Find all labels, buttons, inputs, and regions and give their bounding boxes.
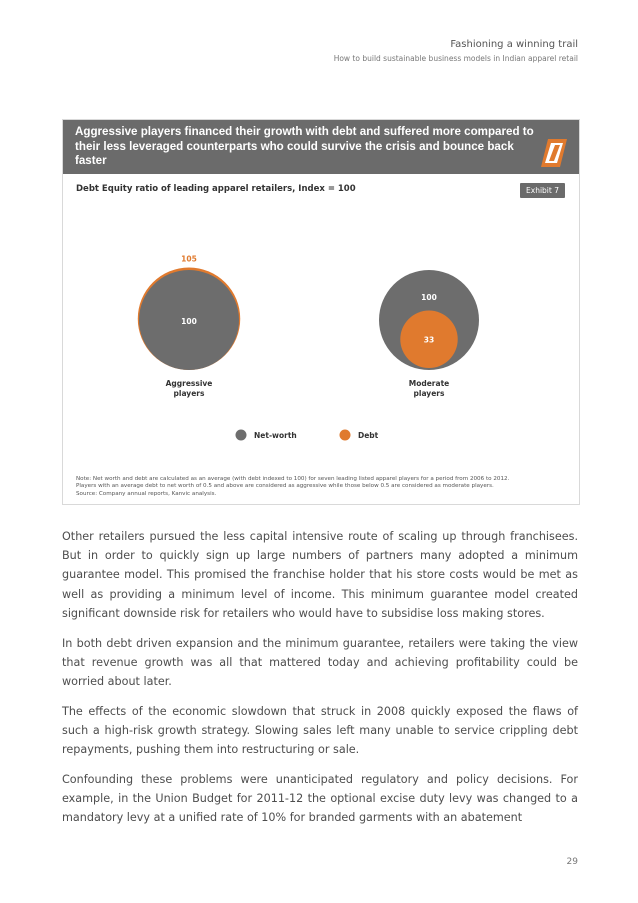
category-label: Aggressive players [165, 379, 213, 398]
header-subtitle: How to build sustainable business models in Indian apparel retail [333, 54, 578, 63]
exhibit-banner [63, 120, 579, 174]
source-line: Source: Company annual reports, Kanvic analysis. [76, 490, 217, 497]
bubble-chart [63, 210, 579, 450]
page-number: 29 [566, 857, 578, 867]
header-title: Fashioning a winning trail [450, 39, 578, 50]
legend-marker [236, 430, 247, 441]
note-line: Players with an average debt to net worth of 0.5 and above are considered as aggressive while those below 0.5 are considered as moderate players. [76, 483, 494, 490]
exhibit-note [76, 476, 576, 498]
legend-marker [340, 430, 351, 441]
net-worth-data-label: 100 [421, 293, 437, 302]
exhibit-number-badge: Exhibit 7 [520, 183, 565, 198]
paragraph: The effects of the economic slowdown that struck in 2008 quickly exposed the flaws of such a high-risk growth strategy. Slowing sales left many unable to service crippling debt repayments, pushing them into restructuring or sale. [62, 704, 578, 757]
body-text [62, 527, 578, 838]
paragraph: In both debt driven expansion and the minimum guarantee, retailers were taking the view that revenue growth was all that mattered today and achieving profitability could be worried about later. [62, 636, 578, 688]
banner-title: Aggressive players financed their growth with debt and suffered more compared to their less leveraged counterparts who could survive the crisis and bounce back faster [75, 125, 534, 167]
net-worth-data-label: 100 [181, 317, 197, 326]
legend-label: Debt [358, 431, 379, 440]
paragraph: Confounding these problems were unanticipated regulatory and policy decisions. For example, in the Union Budget for 2011-12 the optional excise duty levy was changed to a mandatory levy at a unified rate of 10% for branded garments with an abatement [62, 772, 578, 825]
category-label: Moderate players [408, 379, 450, 398]
debt-data-label: 105 [181, 254, 197, 264]
debt-data-label: 33 [423, 335, 435, 345]
note-line: Note: Net worth and debt are calculated as an average (with debt indexed to 100) for seven leading listed apparel players for a period from 2006 to 2012. [76, 476, 510, 482]
page-header [334, 38, 578, 65]
legend-label: Net-worth [254, 431, 297, 440]
paragraph: Other retailers pursued the less capital intensive route of scaling up through franchisees. But in order to quickly sign up large numbers of partners many adopted a minimum guarantee model. This promised the franchise holder that his store costs would be met as well as providing a minimum level of income. This minimum guarantee model created significant downside risk for retailers who would have to subsidise loss making stores. [62, 530, 578, 620]
exhibit-box [62, 119, 580, 505]
chart-title: Debt Equity ratio of leading apparel retailers, Index = 100 [76, 184, 356, 194]
brand-logo-icon [539, 138, 569, 168]
